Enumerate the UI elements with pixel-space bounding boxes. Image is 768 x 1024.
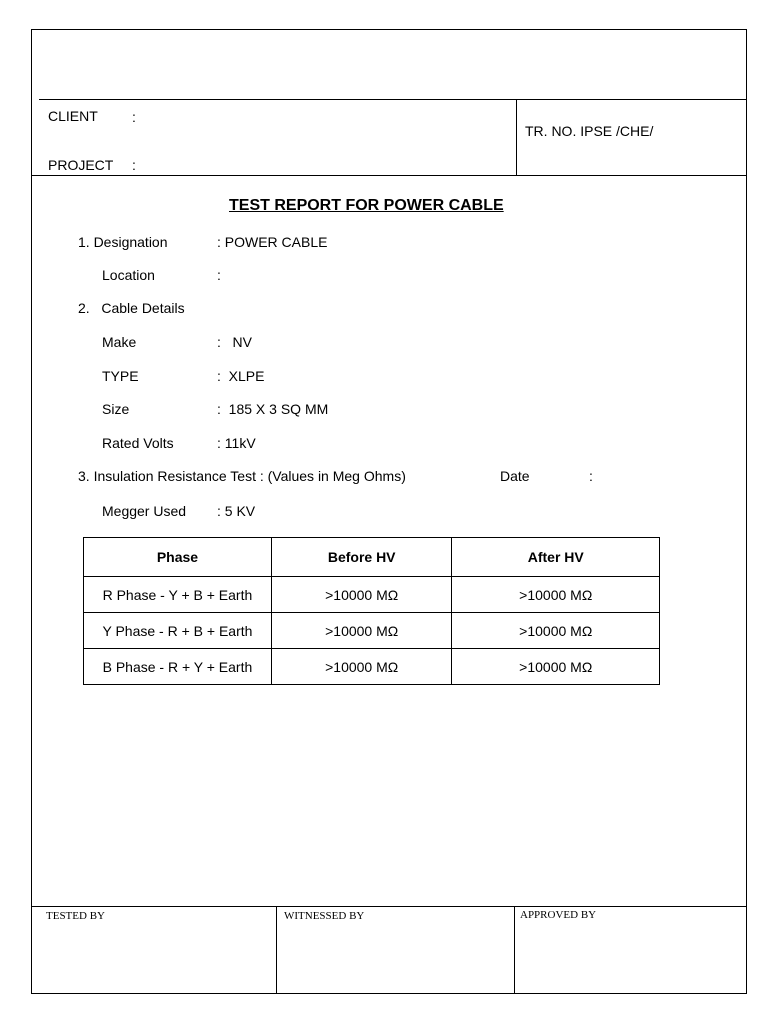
tested-by-label: TESTED BY bbox=[46, 910, 105, 922]
insulation-heading: 3. Insulation Resistance Test : (Values in Meg Ohms) bbox=[78, 468, 406, 484]
make-value: : NV bbox=[217, 334, 253, 350]
phase-cell: B Phase - R + Y + Earth bbox=[84, 649, 272, 685]
location-value: : bbox=[217, 267, 221, 283]
signature-divider-1 bbox=[276, 906, 277, 994]
report-number: TR. NO. IPSE /CHE/ bbox=[525, 123, 654, 139]
designation-label: 1. Designation bbox=[78, 234, 168, 250]
signature-divider-2 bbox=[514, 906, 515, 994]
date-value: : bbox=[589, 468, 593, 484]
megger-label: Megger Used bbox=[102, 503, 187, 519]
project-colon: : bbox=[132, 157, 136, 173]
before-hv-cell: >10000 MΩ bbox=[271, 577, 452, 613]
report-title: TEST REPORT FOR POWER CABLE bbox=[229, 197, 504, 214]
cable-details-heading: 2. Cable Details bbox=[78, 300, 185, 316]
type-value: : XLPE bbox=[217, 368, 265, 384]
table-row bbox=[84, 649, 660, 685]
after-hv-cell: >10000 MΩ bbox=[452, 577, 660, 613]
witnessed-by-label: WITNESSED BY bbox=[284, 910, 365, 922]
after-hv-cell: >10000 MΩ bbox=[452, 649, 660, 685]
before-hv-cell: >10000 MΩ bbox=[271, 613, 452, 649]
phase-cell: Y Phase - R + B + Earth bbox=[84, 613, 272, 649]
table-row bbox=[84, 577, 660, 613]
table-header-row bbox=[84, 538, 660, 577]
location-label: Location bbox=[102, 267, 155, 283]
header-bottom-divider bbox=[31, 175, 747, 176]
phase-cell: R Phase - Y + B + Earth bbox=[84, 577, 272, 613]
megger-value: : 5 KV bbox=[217, 503, 256, 519]
make-label: Make bbox=[102, 334, 137, 350]
after-hv-column-header: After HV bbox=[452, 538, 660, 577]
rated-volts-value: : 11kV bbox=[217, 435, 256, 451]
after-hv-cell: >10000 MΩ bbox=[452, 613, 660, 649]
project-label: PROJECT bbox=[48, 157, 114, 173]
date-label: Date bbox=[500, 468, 530, 484]
designation-value: : POWER CABLE bbox=[217, 234, 328, 250]
project-row bbox=[48, 154, 248, 174]
client-label: CLIENT bbox=[48, 108, 98, 124]
approved-by-label: APPROVED BY bbox=[520, 909, 597, 921]
signature-top-divider bbox=[31, 906, 747, 907]
insulation-resistance-table bbox=[83, 537, 660, 685]
before-hv-cell: >10000 MΩ bbox=[271, 649, 452, 685]
phase-column-header: Phase bbox=[84, 538, 272, 577]
client-colon: : bbox=[132, 109, 136, 125]
before-hv-column-header: Before HV bbox=[271, 538, 452, 577]
size-label: Size bbox=[102, 401, 130, 417]
size-value: : 185 X 3 SQ MM bbox=[217, 401, 329, 417]
header-top-divider bbox=[39, 99, 747, 100]
header-vertical-divider bbox=[516, 99, 517, 176]
type-label: TYPE bbox=[102, 368, 139, 384]
rated-volts-label: Rated Volts bbox=[102, 435, 174, 451]
table-row bbox=[84, 613, 660, 649]
